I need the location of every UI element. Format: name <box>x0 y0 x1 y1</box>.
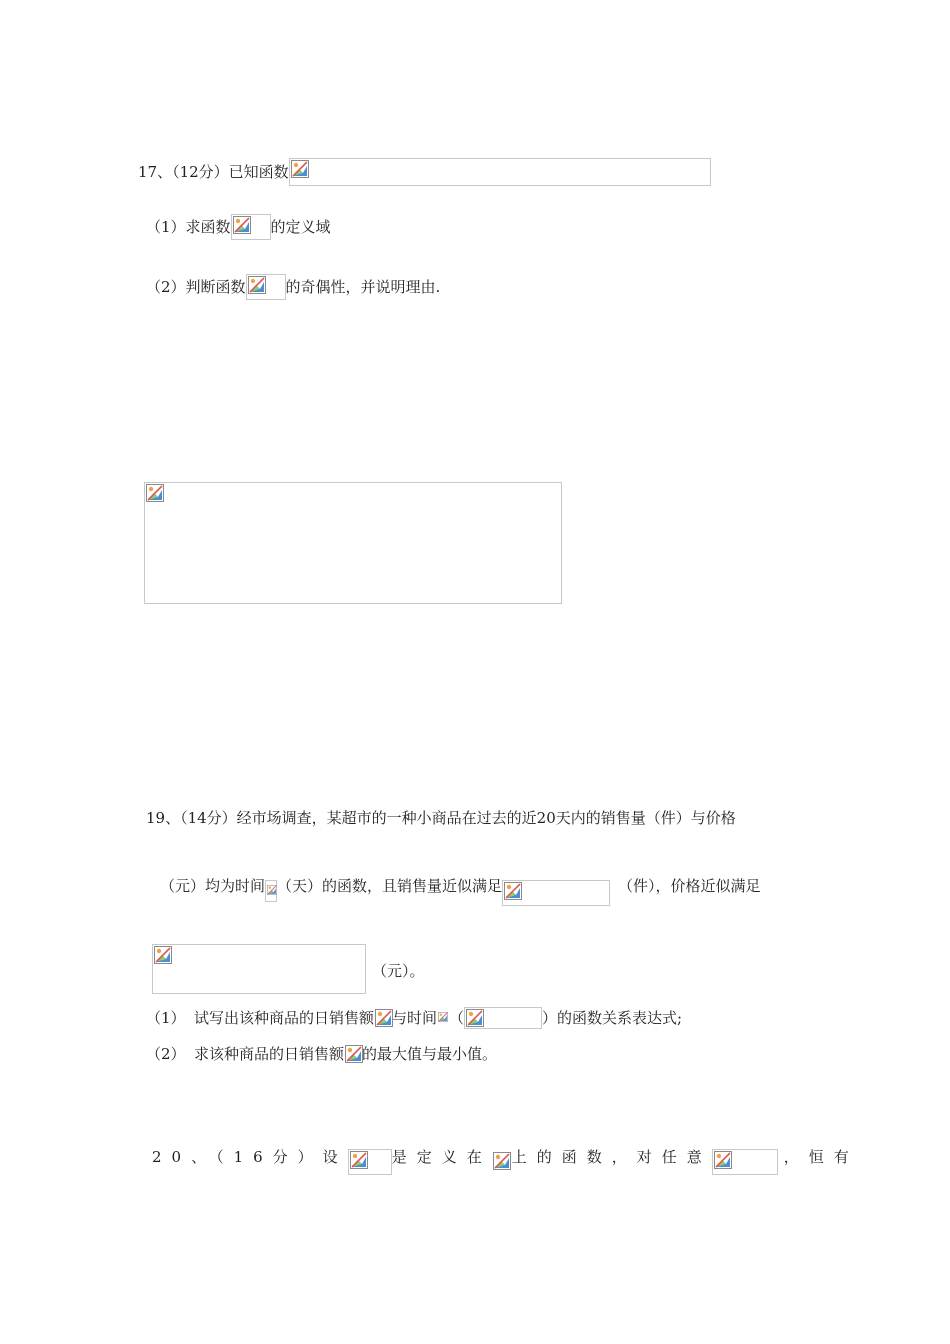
q20-text-d: ，恒有 <box>783 1148 859 1166</box>
q19-line1 <box>146 807 736 828</box>
q17-part1-text-b: 的定义域 <box>270 218 331 236</box>
broken-image-icon <box>493 1152 511 1170</box>
broken-image-icon <box>154 946 172 964</box>
q19-price-unit: （元）。 <box>372 962 425 980</box>
q19-price-formula <box>152 944 366 994</box>
q19-sales-amount-symbol-2 <box>344 1044 362 1064</box>
q19-variable-t <box>265 880 277 902</box>
q20-condition-formula <box>712 1149 778 1175</box>
q17-title: 17、（12分）已知函数 <box>138 163 289 181</box>
q19-part1-text-b: 与时间 <box>392 1009 438 1027</box>
q19-line2-text-c: （件），价格近似满足 <box>618 877 761 895</box>
q20-line <box>152 1139 859 1175</box>
q19-line2-text-b: （天）的函数，且销售量近似满足 <box>277 877 503 895</box>
q20-function-symbol <box>348 1149 392 1175</box>
broken-image-icon <box>504 882 522 900</box>
q20-text-c: 上的函数，对任意 <box>511 1148 712 1166</box>
broken-image-icon <box>233 216 251 234</box>
q19-domain-formula <box>464 1007 542 1029</box>
q19-part1-text-d: ）的函数关系表达式; <box>542 1009 683 1027</box>
q17-part1 <box>146 214 331 240</box>
q19-part1 <box>146 1007 682 1029</box>
q17-part2-text-a: （2）判断函数 <box>146 278 246 296</box>
broken-image-icon <box>375 1009 393 1027</box>
q19-sales-formula <box>502 880 610 906</box>
q20-domain-symbol <box>492 1151 512 1173</box>
q19-part2-text-a: 求该种商品的日销售额 <box>194 1045 345 1063</box>
broken-image-icon <box>267 882 277 898</box>
q19-line3 <box>372 960 425 981</box>
q17-title-line <box>138 158 711 186</box>
q20-text-b: 是定义在 <box>391 1148 492 1166</box>
q19-intro-text: 19、（14分）经市场调查，某超市的一种小商品在过去的近20天内的销售量（件）与价格 <box>146 809 736 827</box>
q17-part2-text-b: 的奇偶性，并说明理由. <box>285 278 441 296</box>
q19-part1-text-c: （ <box>449 1009 465 1027</box>
q19-part2 <box>146 1043 497 1064</box>
q17-part1-text-a: （1）求函数 <box>146 218 231 236</box>
q19-line2 <box>160 866 761 906</box>
broken-image-icon <box>291 160 309 178</box>
q19-time-symbol <box>437 1008 449 1028</box>
q18-image <box>144 482 562 604</box>
q20-text-a: 20、（16分）设 <box>152 1148 348 1166</box>
q17-part2-formula <box>246 274 286 300</box>
q19-sales-amount-symbol <box>374 1008 392 1028</box>
q17-part2 <box>146 274 440 300</box>
q17-part1-formula <box>231 214 271 240</box>
q19-part2-text-b: 的最大值与最小值。 <box>362 1045 498 1063</box>
q19-part1-number: （1） <box>146 1009 186 1027</box>
q19-part2-number: （2） <box>146 1045 186 1063</box>
q17-function-formula <box>289 158 711 186</box>
broken-image-icon <box>248 276 266 294</box>
broken-image-icon <box>350 1151 368 1169</box>
broken-image-icon <box>466 1009 484 1027</box>
broken-image-icon <box>714 1151 732 1169</box>
q19-part1-text-a: 试写出该种商品的日销售额 <box>194 1009 375 1027</box>
broken-image-icon <box>345 1045 363 1063</box>
q19-line2-text-a: （元）均为时间 <box>160 877 266 895</box>
broken-image-icon <box>146 484 164 502</box>
broken-image-icon <box>438 1009 448 1025</box>
